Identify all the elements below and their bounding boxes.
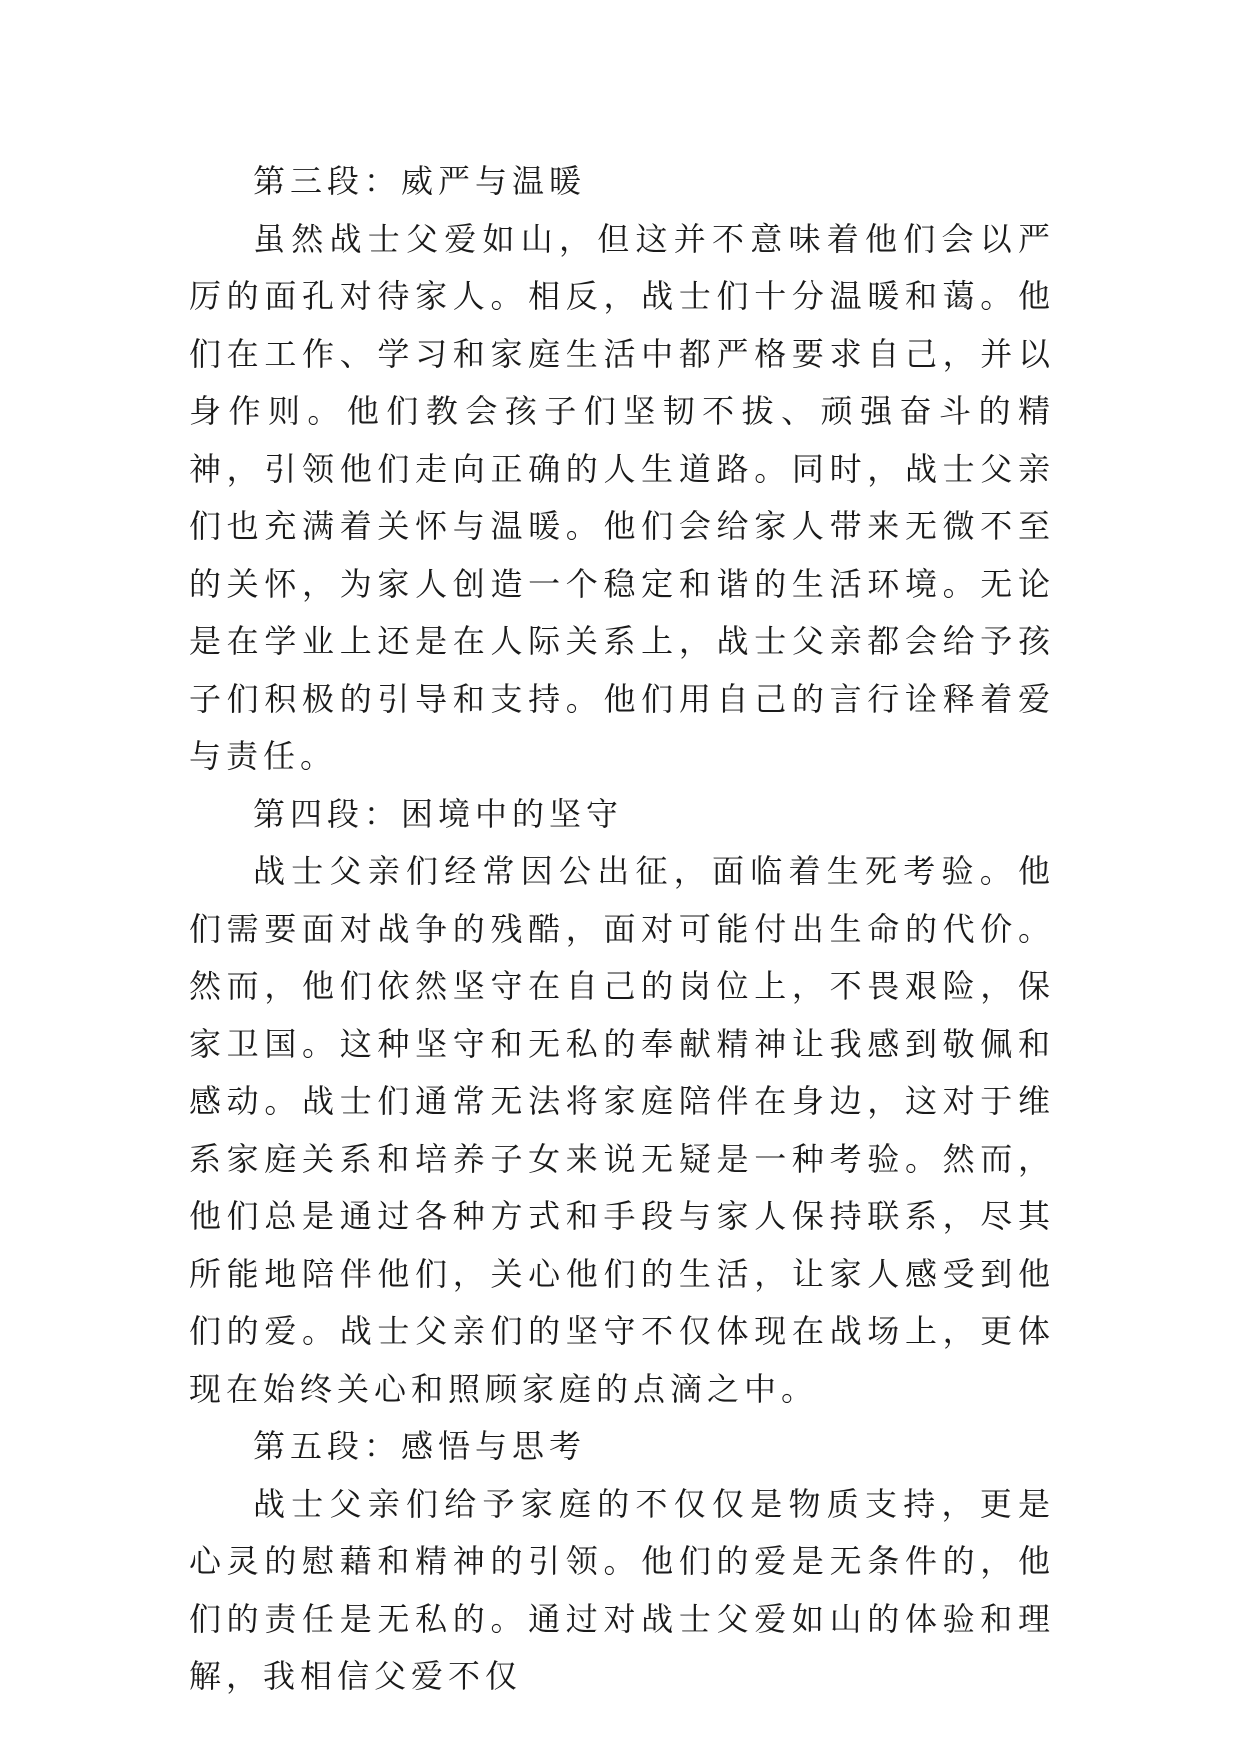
- section-heading: 第四段：困境中的坚守: [253, 794, 624, 833]
- section-heading: 第三段：威严与温暖: [253, 162, 587, 200]
- section-heading: 第五段：感悟与思考: [253, 1427, 587, 1465]
- section-5: [189, 1418, 1055, 1706]
- section-paragraph: 虽然战士父爱如山，但这并不意味着他们会以严厉的面孔对待家人。相反，战士们十分温暖和蔼。他们在工作、学习和家庭生活中都严格要求自己，并以身作则。他们教会孩子们坚韧不拔、顽强奋斗的精神，引领他们走向正确的人生道路。同时，战士父亲们也充满着关怀与温暖。他们会给家人带来无微不至的关怀，为家人创造一个稳定和谐的生活环境。无论是在学业上还是在人际关系上，战士父亲都会给予孩子们积极的引导和支持。他们用自己的言行诠释着爱与责任。: [189, 219, 1055, 775]
- section-paragraph: 战士父亲们经常因公出征，面临着生死考验。他们需要面对战争的残酷，面对可能付出生命的代价。然而，他们依然坚守在自己的岗位上，不畏艰险，保家卫国。这种坚守和无私的奉献精神让我感到敬佩和感动。战士们通常无法将家庭陪伴在身边，这对于维系家庭关系和培养子女来说无疑是一种考验。然而，他们总是通过各种方式和手段与家人保持联系，尽其所能地陪伴他们，关心他们的生活，让家人感受到他们的爱。战士父亲们的坚守不仅体现在战场上，更体现在始终关心和照顾家庭的点滴之中。: [189, 852, 1055, 1408]
- section-paragraph: 战士父亲们给予家庭的不仅仅是物质支持，更是心灵的慰藉和精神的引领。他们的爱是无条件的，他们的责任是无私的。通过对战士父爱如山的体验和理解，我相信父爱不仅: [189, 1484, 1055, 1695]
- section-3: [189, 153, 1055, 786]
- section-4: [189, 786, 1055, 1419]
- document-body: [189, 153, 1055, 1706]
